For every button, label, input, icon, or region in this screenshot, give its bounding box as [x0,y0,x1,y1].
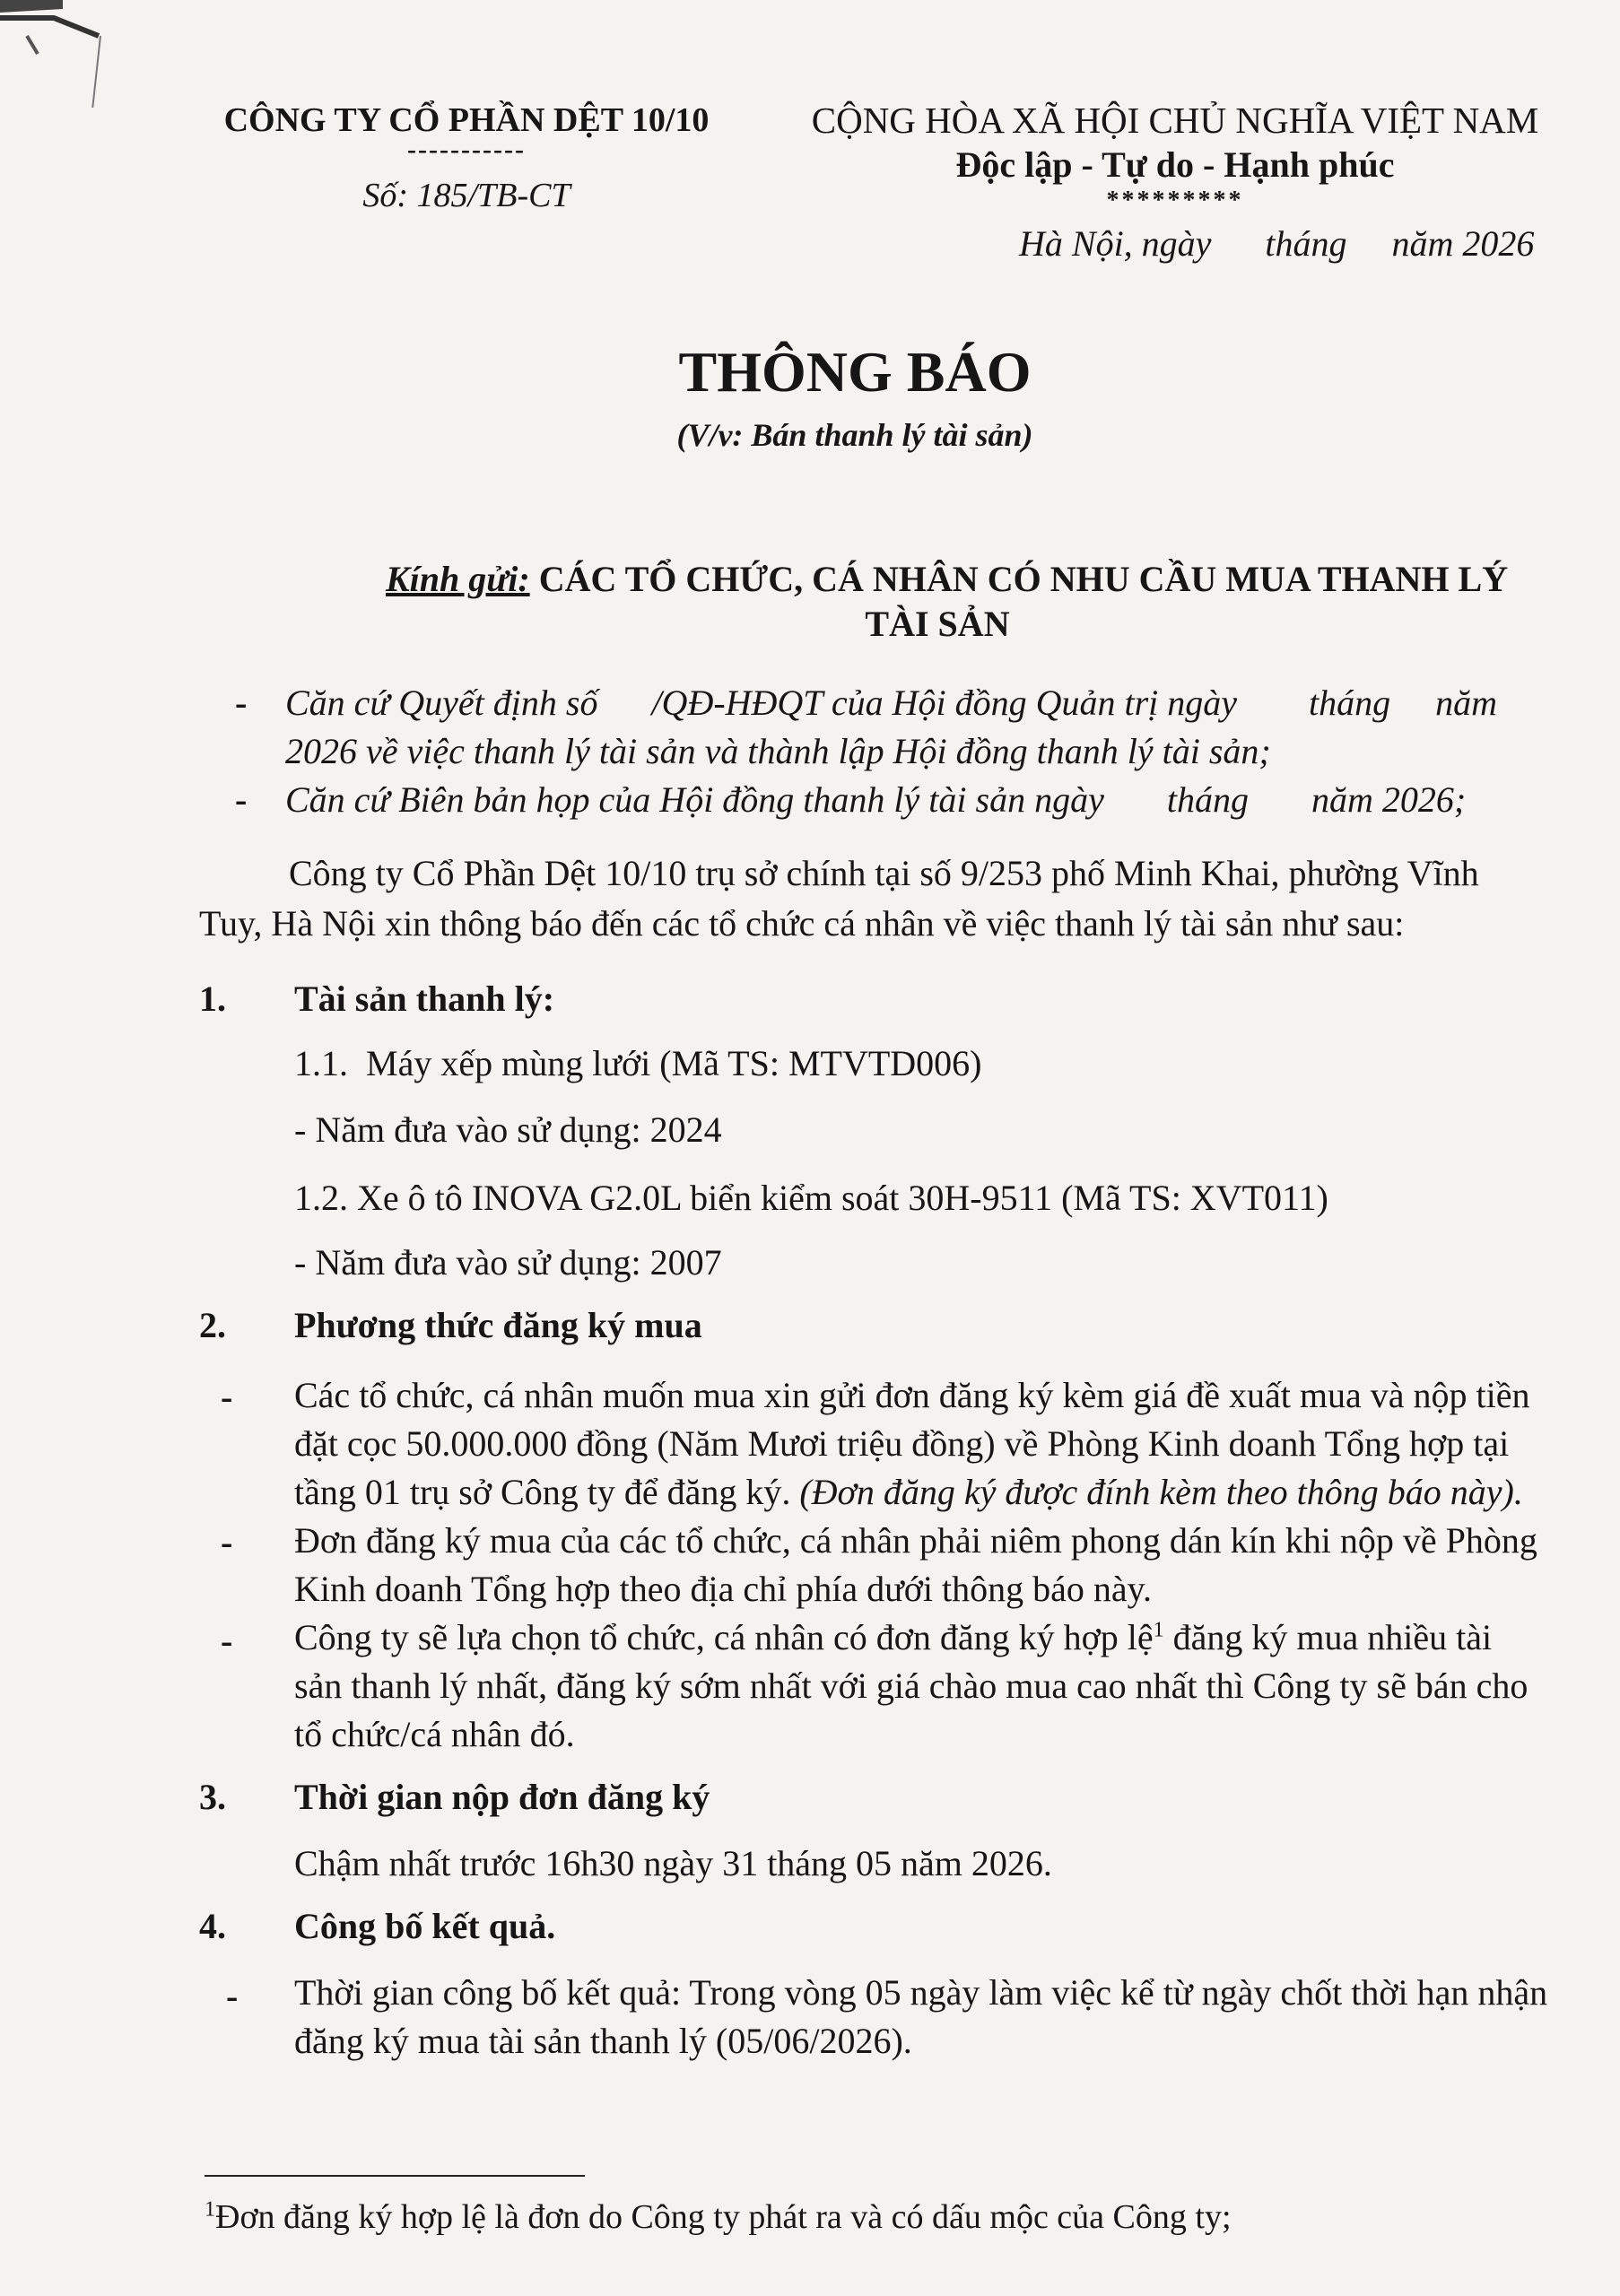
method-3-line1-b: đăng ký mua nhiều tài [1163,1617,1493,1657]
bullet: - [235,779,248,820]
asset-2-year: - Năm đưa vào sử dụng: 2007 [294,1242,722,1283]
footnote-text: Đơn đăng ký hợp lệ là đơn do Công ty phát ra và có dấu mộc của Công ty; [215,2198,1232,2236]
recipient-name: CÁC TỔ CHỨC, CÁ NHÂN CÓ NHU CẦU MUA THANH LÝ [538,559,1509,599]
section-4-number: 4. [199,1906,226,1946]
motto-stars: ********* [1106,187,1244,214]
asset-2: 1.2. Xe ô tô INOVA G2.0L biển kiểm soát 30H-9511 (Mã TS: XVT011) [294,1178,1328,1218]
bullet: - [235,683,248,723]
date-line: Hà Nội, ngày tháng năm 2026 [1019,223,1535,264]
recipient-label: Kính gửi: [386,559,530,599]
bullet: - [221,1377,233,1417]
basis-2-line1: Căn cứ Biên bản họp của Hội đồng thanh lý tài sản ngày tháng năm 2026; [285,779,1467,820]
asset-1: 1.1. Máy xếp mùng lưới (Mã TS: MTVTD006) [294,1043,982,1083]
deadline-text: Chậm nhất trước 16h30 ngày 31 tháng 05 năm 2026. [294,1843,1052,1883]
method-3-line1 [294,1614,1492,1661]
basis-1-line1: Căn cứ Quyết định số /QĐ-HĐQT của Hội đồng Quản trị ngày tháng năm [285,683,1498,723]
section-2-title: Phương thức đăng ký mua [294,1305,702,1345]
footnote-ref[interactable]: 1 [1153,1618,1164,1642]
section-2-number: 2. [199,1305,226,1345]
method-1-line3 [294,1469,1523,1516]
footnote-divider [205,2175,585,2177]
method-3-line2: sản thanh lý nhất, đăng ký sớm nhất với giá chào mua cao nhất thì Công ty sẽ bán cho [294,1665,1529,1706]
intro-line2: Tuy, Hà Nội xin thông báo đến các tổ chức cá nhân về việc thanh lý tài sản như sau: [199,903,1405,944]
section-1-number: 1. [199,978,226,1019]
method-3-line3: tổ chức/cá nhân đó. [294,1714,575,1754]
document-number: Số: 185/TB-CT [362,177,570,214]
method-1-attachment-note: (Đơn đăng ký được đính kèm theo thông báo này). [799,1472,1523,1512]
method-2-line2: Kinh doanh Tổng hợp theo địa chỉ phía dưới thông báo này. [294,1569,1153,1609]
footnote [205,2197,1232,2237]
footnote-marker: 1 [205,2197,215,2222]
method-3-line1-a: Công ty sẽ lựa chọn tổ chức, cá nhân có đơn đăng ký hợp lệ [294,1617,1154,1657]
asset-1-year: - Năm đưa vào sử dụng: 2024 [294,1109,722,1150]
national-motto: Độc lập - Tự do - Hạnh phúc [955,144,1395,185]
scan-corner-mark [0,0,108,108]
section-3-number: 3. [199,1777,226,1817]
result-line1: Thời gian công bố kết quả: Trong vòng 05 ngày làm việc kể từ ngày chốt thời hạn nhận [294,1972,1548,2013]
method-2-line1: Đơn đăng ký mua của các tổ chức, cá nhân phải niêm phong dán kín khi nộp về Phòng [294,1520,1537,1561]
result-line2: đăng ký mua tài sản thanh lý (05/06/2026). [294,2021,912,2061]
bullet: - [221,1522,233,1562]
recipient-line [386,558,1508,600]
recipient-name-line2: TÀI SẢN [865,604,1010,644]
method-1-line1: Các tổ chức, cá nhân muốn mua xin gửi đơn đăng ký kèm giá đề xuất mua và nộp tiền [294,1375,1530,1415]
country-name: CỘNG HÒA XÃ HỘI CHỦ NGHĨA VIỆT NAM [811,100,1539,141]
section-3-title: Thời gian nộp đơn đăng ký [294,1777,710,1817]
company-divider: ----------- [407,135,526,164]
basis-1-line2: 2026 về việc thanh lý tài sản và thành lập Hội đồng thanh lý tài sản; [285,731,1271,771]
bullet: - [226,1976,239,2016]
section-4-title: Công bố kết quả. [294,1906,556,1946]
intro-line1: Công ty Cổ Phần Dệt 10/10 trụ sở chính tại số 9/253 phố Minh Khai, phường Vĩnh [289,853,1479,893]
bullet: - [221,1621,233,1661]
method-1-line2: đặt cọc 50.000.000 đồng (Năm Mươi triệu đồng) về Phòng Kinh doanh Tổng hợp tại [294,1423,1510,1464]
document-title: THÔNG BÁO [678,340,1032,404]
section-1-title: Tài sản thanh lý: [294,978,555,1019]
method-1-line3-text: tầng 01 trụ sở Công ty để đăng ký. [294,1472,791,1512]
company-name: CÔNG TY CỔ PHẦN DỆT 10/10 [223,101,710,139]
document-subject: (V/v: Bán thanh lý tài sản) [676,417,1033,453]
